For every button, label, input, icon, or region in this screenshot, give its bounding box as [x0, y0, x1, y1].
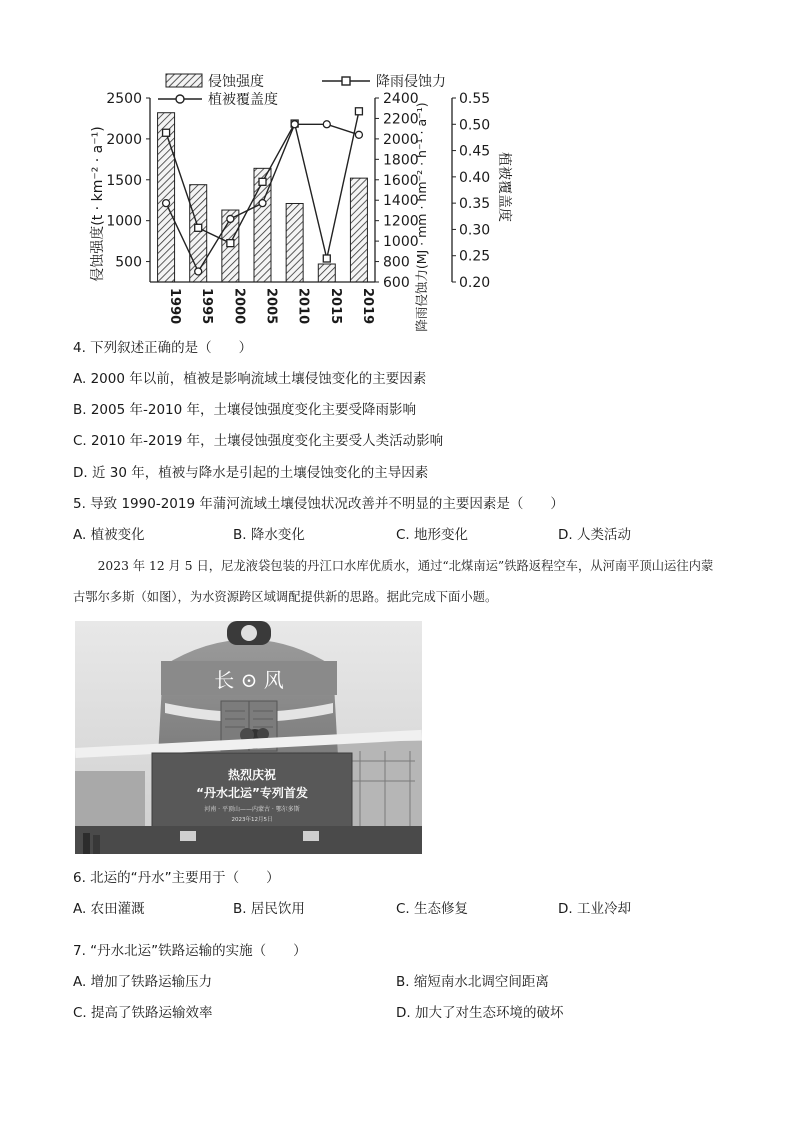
passage-intro: 2023 年 12 月 5 日，尼龙液袋包装的丹江口水库优质水，通过“北煤南运”铁路返程空车，从河南平顶山运往内蒙古鄂尔多斯（如图），为水资源跨区域调配提供新的思路。据此完成下面小题。: [73, 559, 714, 604]
vegetation-coverage-point: [163, 200, 170, 207]
right-tick-label: 0.30: [459, 222, 491, 239]
vegetation-coverage-point: [355, 131, 362, 138]
left-tick-label: 500: [115, 254, 142, 271]
legend-square-marker: [342, 77, 350, 85]
category-label: 2010: [295, 288, 311, 325]
mid-tick-label: 1200: [383, 213, 419, 230]
right-tick-label: 0.40: [459, 169, 491, 186]
train-photo: [75, 621, 422, 854]
q5-option-a[interactable]: A. 植被变化: [73, 527, 145, 543]
erosion-bar: [286, 203, 303, 282]
legend-circle-label: 植被覆盖度: [208, 92, 278, 108]
left-tick-label: 2500: [106, 91, 142, 107]
q7-option-a[interactable]: A. 增加了铁路运输压力: [73, 974, 213, 990]
erosion-bar: [318, 264, 335, 282]
q7-option-c[interactable]: C. 提高了铁路运输效率: [73, 1005, 213, 1021]
q6-option-a[interactable]: A. 农田灌溉: [73, 901, 145, 917]
right-tick-label: 0.20: [459, 275, 491, 291]
left-axis-label: 侵蚀强度(t · km⁻² · a⁻¹): [90, 126, 106, 282]
vegetation-coverage-point: [195, 268, 202, 275]
q6-option-b[interactable]: B. 居民饮用: [233, 901, 305, 917]
left-tick-label: 2000: [106, 131, 142, 148]
vegetation-coverage-point: [291, 121, 298, 128]
mid-tick-label: 1000: [383, 234, 419, 251]
banner-line-3: 河南 · 平顶山——内蒙古 · 鄂尔多斯: [204, 806, 300, 813]
q5-option-c[interactable]: C. 地形变化: [396, 527, 469, 543]
erosion-bar: [158, 113, 175, 282]
q7-option-b[interactable]: B. 缩短南水北调空间距离: [396, 974, 549, 990]
bar-series: [158, 113, 368, 282]
q4-option-b[interactable]: B. 2005 年-2010 年，土壤侵蚀强度变化主要受降雨影响: [73, 402, 417, 418]
banner-line-2: “丹水北运”专列首发: [196, 786, 308, 800]
category-label: 2005: [263, 288, 279, 325]
rainfall-erosivity-point: [323, 255, 330, 262]
category-label: 1995: [199, 288, 215, 325]
right-tick-label: 0.45: [459, 143, 491, 160]
mid-axis-label: 降雨侵蚀力(MJ · mm · hm⁻² · h⁻¹ · a⁻¹): [414, 102, 429, 332]
right-tick-label: 0.50: [459, 117, 491, 134]
legend-bar-swatch: [166, 74, 202, 87]
mid-tick-label: 600: [383, 275, 410, 291]
erosion-bar: [350, 178, 367, 282]
right-tick-label: 0.55: [459, 91, 491, 107]
legend-bar-label: 侵蚀强度: [208, 74, 264, 90]
category-labels: [167, 288, 375, 324]
rainfall-erosivity-point: [163, 129, 170, 136]
right-tick-label: 0.35: [459, 196, 491, 213]
category-label: 2019: [359, 288, 375, 325]
right-axis-label: 植被覆盖度: [496, 152, 512, 222]
rainfall-erosivity-point: [227, 240, 234, 247]
cab-characters: 长 ⊙ 风: [214, 668, 284, 692]
q4-stem: 4. 下列叙述正确的是（ ）: [73, 340, 253, 356]
q5-option-d[interactable]: D. 人类活动: [558, 527, 631, 543]
q4-option-d[interactable]: D. 近 30 年，植被与降水是引起的土壤侵蚀变化的主导因素: [73, 465, 429, 481]
category-label: 2000: [231, 288, 247, 325]
rainfall-erosivity-point: [259, 178, 266, 185]
legend-circle-marker: [176, 95, 184, 103]
mid-tick-label: 800: [383, 254, 410, 271]
vegetation-coverage-point: [227, 215, 234, 222]
mid-tick-label: 1400: [383, 193, 419, 210]
left-tick-label: 1500: [106, 172, 142, 189]
q6-stem: 6. 北运的“丹水”主要用于（ ）: [73, 870, 280, 886]
left-tick-label: 1000: [106, 213, 142, 230]
category-label: 1990: [167, 288, 183, 325]
q6-option-d[interactable]: D. 工业冷却: [558, 901, 631, 917]
q7-option-d[interactable]: D. 加大了对生态环境的破坏: [396, 1005, 564, 1021]
mid-tick-label: 1800: [383, 152, 419, 169]
q6-option-c[interactable]: C. 生态修复: [396, 901, 469, 917]
q5-option-b[interactable]: B. 降水变化: [233, 527, 305, 543]
q5-stem: 5. 导致 1990-2019 年蒲河流域土壤侵蚀状况改善并不明显的主要因素是（ ）: [73, 496, 564, 512]
banner-line-4: 2023年12月5日: [231, 817, 273, 823]
banner-line-1: 热烈庆祝: [227, 768, 277, 782]
mid-tick-label: 2000: [383, 131, 419, 148]
rainfall-erosivity-point: [355, 108, 362, 115]
vegetation-coverage-point: [323, 121, 330, 128]
legend-square-label: 降雨侵蚀力: [376, 74, 446, 90]
mid-tick-label: 2200: [383, 111, 419, 128]
category-label: 2015: [327, 288, 343, 325]
q4-option-c[interactable]: C. 2010 年-2019 年，土壤侵蚀强度变化主要受人类活动影响: [73, 433, 444, 449]
right-tick-label: 0.25: [459, 248, 491, 265]
rainfall-erosivity-point: [195, 224, 202, 231]
q7-stem: 7. “丹水北运”铁路运输的实施（ ）: [73, 943, 307, 959]
q4-option-a[interactable]: A. 2000 年以前，植被是影响流域土壤侵蚀变化的主要因素: [73, 371, 427, 387]
vegetation-coverage-point: [259, 200, 266, 207]
erosion-chart: [80, 62, 520, 332]
mid-tick-label: 2400: [383, 91, 419, 107]
mid-tick-label: 1600: [383, 172, 419, 189]
